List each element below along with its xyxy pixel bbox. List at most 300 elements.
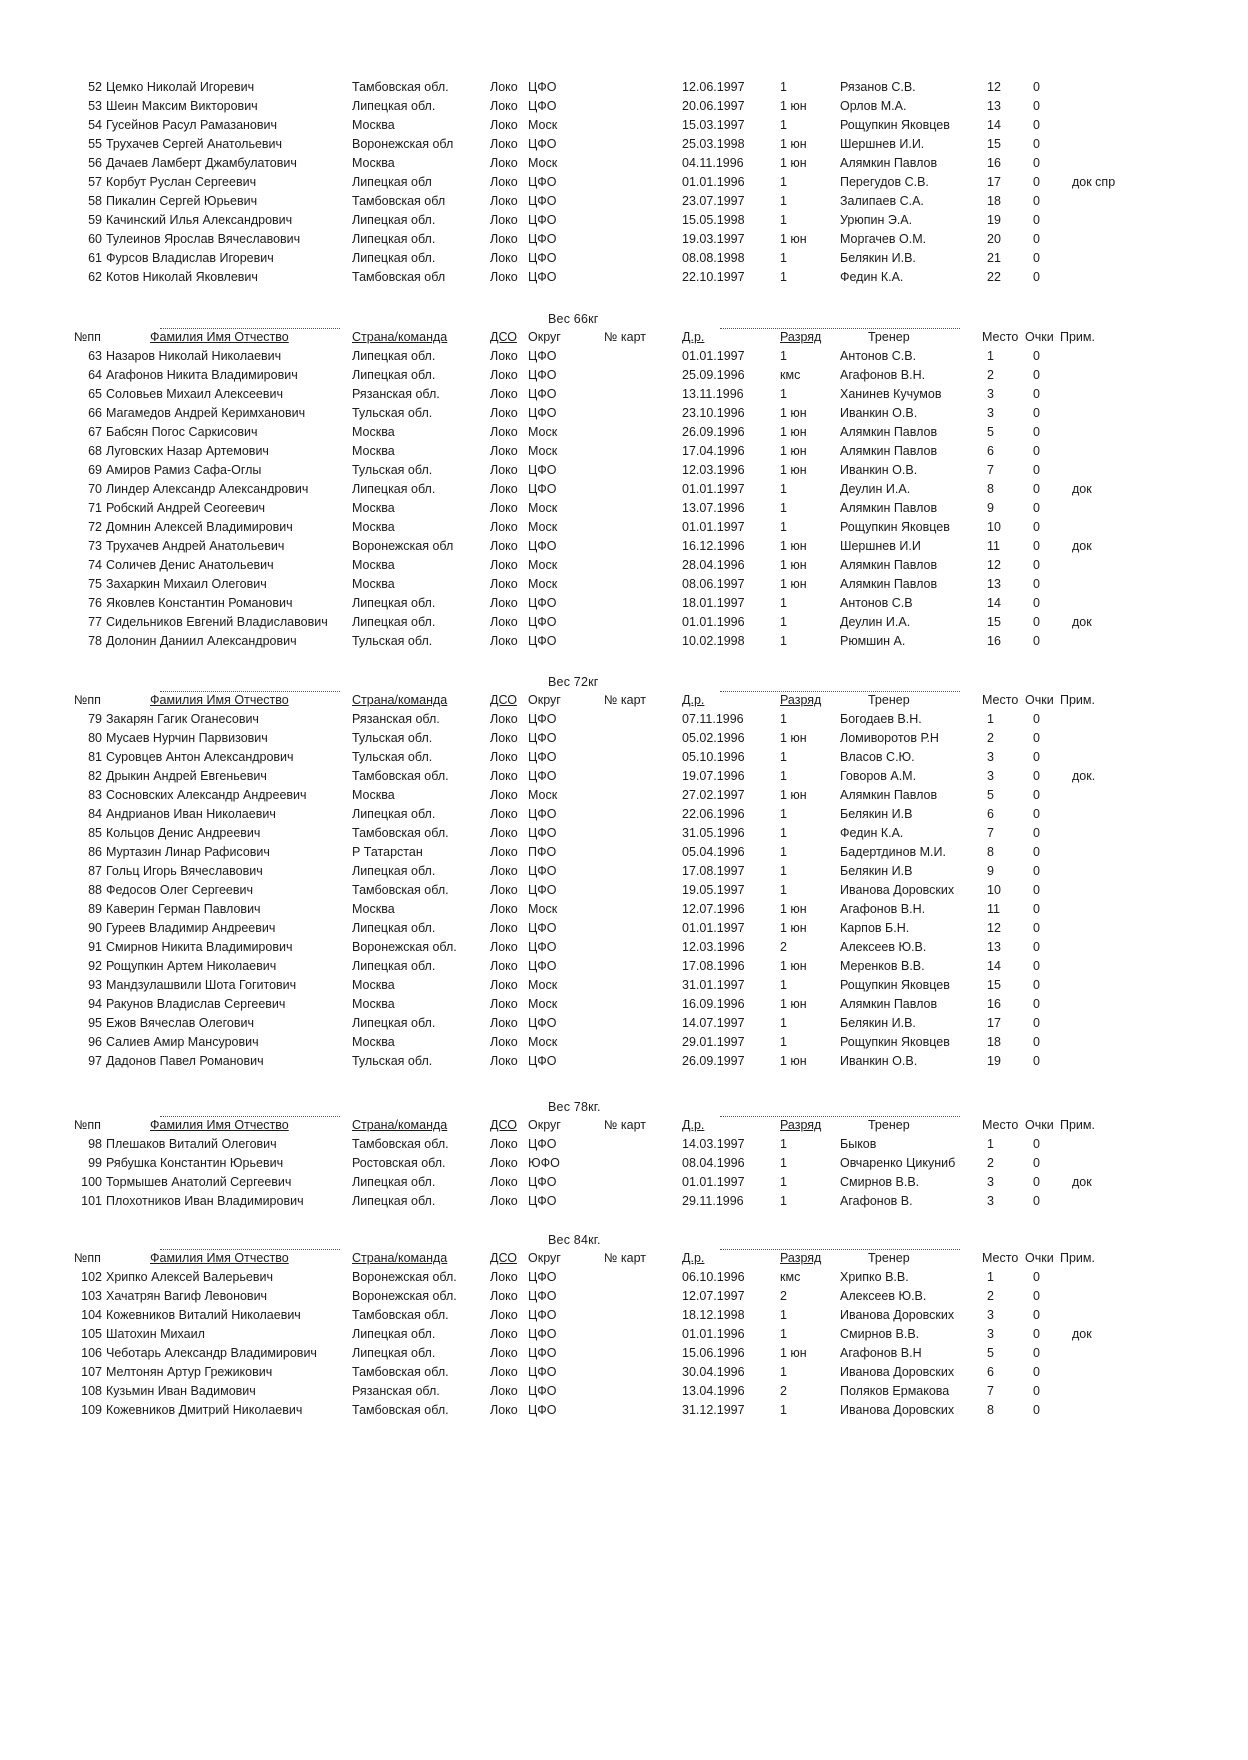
column-header-row bbox=[0, 1251, 1248, 1267]
table-row bbox=[0, 731, 1248, 750]
note-cell: док. bbox=[1072, 769, 1096, 783]
okrug-cell: ЦФО bbox=[528, 80, 557, 94]
athlete-name-cell: Плохотников Иван Владимирович bbox=[106, 1194, 304, 1208]
birth-date-cell: 01.01.1997 bbox=[682, 482, 745, 496]
rank-cell: 1 bbox=[780, 118, 787, 132]
table-row bbox=[0, 807, 1248, 826]
header-athlete-name: Фамилия Имя Отчество bbox=[150, 693, 289, 707]
dso-cell: Локо bbox=[490, 349, 518, 363]
dso-cell: Локо bbox=[490, 864, 518, 878]
coach-cell: Бадертдинов М.И. bbox=[840, 845, 946, 859]
header-place: Место bbox=[982, 1251, 1019, 1265]
athlete-name-cell: Корбут Руслан Сергеевич bbox=[106, 175, 257, 189]
table-row bbox=[0, 902, 1248, 921]
header-team: Страна/команда bbox=[352, 330, 448, 344]
header-okrug: Округ bbox=[528, 1118, 561, 1132]
athlete-number-cell: 64 bbox=[88, 368, 102, 382]
place-cell: 22 bbox=[987, 270, 1001, 284]
team-cell: Тульская обл. bbox=[352, 750, 433, 764]
dso-cell: Локо bbox=[490, 444, 518, 458]
header-athlete-name: Фамилия Имя Отчество bbox=[150, 330, 289, 344]
rank-cell: 1 bbox=[780, 213, 787, 227]
athlete-name-cell: Кожевников Дмитрий Николаевич bbox=[106, 1403, 303, 1417]
team-cell: Рязанская обл. bbox=[352, 387, 440, 401]
coach-cell: Белякин И.В bbox=[840, 807, 913, 821]
rank-cell: 1 юн bbox=[780, 1346, 807, 1360]
points-cell: 0 bbox=[1033, 175, 1040, 189]
coach-cell: Рощупкин Яковцев bbox=[840, 520, 950, 534]
okrug-cell: Моск bbox=[528, 997, 558, 1011]
team-cell: Тамбовская обл. bbox=[352, 769, 449, 783]
place-cell: 14 bbox=[987, 959, 1001, 973]
header-points: Очки bbox=[1025, 693, 1054, 707]
rank-cell: 1 юн bbox=[780, 463, 807, 477]
dso-cell: Локо bbox=[490, 1137, 518, 1151]
athlete-number-cell: 61 bbox=[88, 251, 102, 265]
birth-date-cell: 13.04.1996 bbox=[682, 1384, 745, 1398]
coach-cell: Говоров А.М. bbox=[840, 769, 917, 783]
team-cell: Москва bbox=[352, 520, 395, 534]
team-cell: Липецкая обл. bbox=[352, 1327, 436, 1341]
points-cell: 0 bbox=[1033, 463, 1040, 477]
dso-cell: Локо bbox=[490, 1365, 518, 1379]
okrug-cell: ЦФО bbox=[528, 213, 557, 227]
separator-line bbox=[160, 1249, 340, 1250]
header-athlete-number: №пп bbox=[74, 330, 101, 344]
place-cell: 1 bbox=[987, 1270, 994, 1284]
points-cell: 0 bbox=[1033, 997, 1040, 1011]
okrug-cell: ЦФО bbox=[528, 596, 557, 610]
table-row bbox=[0, 1156, 1248, 1175]
place-cell: 17 bbox=[987, 1016, 1001, 1030]
team-cell: Липецкая обл. bbox=[352, 368, 436, 382]
column-header-row bbox=[0, 693, 1248, 709]
athlete-name-cell: Гусейнов Расул Рамазанович bbox=[106, 118, 278, 132]
place-cell: 10 bbox=[987, 520, 1001, 534]
birth-date-cell: 01.01.1997 bbox=[682, 1175, 745, 1189]
okrug-cell: Моск bbox=[528, 788, 558, 802]
okrug-cell: ЦФО bbox=[528, 175, 557, 189]
coach-cell: Алямкин Павлов bbox=[840, 558, 938, 572]
athlete-number-cell: 53 bbox=[88, 99, 102, 113]
team-cell: Тамбовская обл. bbox=[352, 1308, 449, 1322]
okrug-cell: ЦФО bbox=[528, 1327, 557, 1341]
header-coach: Тренер bbox=[868, 1251, 910, 1265]
athlete-name-cell: Дачаев Ламберт Джамбулатович bbox=[106, 156, 297, 170]
okrug-cell: ЦФО bbox=[528, 1289, 557, 1303]
athlete-number-cell: 74 bbox=[88, 558, 102, 572]
birth-date-cell: 17.08.1997 bbox=[682, 864, 745, 878]
table-row bbox=[0, 213, 1248, 232]
rank-cell: 1 bbox=[780, 1137, 787, 1151]
points-cell: 0 bbox=[1033, 1054, 1040, 1068]
birth-date-cell: 12.07.1996 bbox=[682, 902, 745, 916]
team-cell: Липецкая обл. bbox=[352, 959, 436, 973]
athlete-number-cell: 89 bbox=[88, 902, 102, 916]
header-rank: Разряд bbox=[780, 1118, 822, 1132]
table-row bbox=[0, 1403, 1248, 1422]
coach-cell: Алямкин Павлов bbox=[840, 501, 938, 515]
athlete-number-cell: 88 bbox=[88, 883, 102, 897]
coach-cell: Белякин И.В bbox=[840, 864, 913, 878]
rank-cell: 1 bbox=[780, 501, 787, 515]
rank-cell: 2 bbox=[780, 940, 787, 954]
dso-cell: Локо bbox=[490, 596, 518, 610]
birth-date-cell: 13.11.1996 bbox=[682, 387, 744, 401]
athlete-number-cell: 101 bbox=[81, 1194, 102, 1208]
dso-cell: Локо bbox=[490, 520, 518, 534]
table-row bbox=[0, 368, 1248, 387]
coach-cell: Рощупкин Яковцев bbox=[840, 978, 950, 992]
place-cell: 15 bbox=[987, 137, 1001, 151]
okrug-cell: ЦФО bbox=[528, 270, 557, 284]
separator-line bbox=[720, 328, 960, 329]
athlete-name-cell: Ракунов Владислав Сергеевич bbox=[106, 997, 286, 1011]
athlete-name-cell: Дрыкин Андрей Евгеньевич bbox=[106, 769, 267, 783]
team-cell: Р Татарстан bbox=[352, 845, 423, 859]
dso-cell: Локо bbox=[490, 156, 518, 170]
points-cell: 0 bbox=[1033, 1156, 1040, 1170]
athlete-name-cell: Мусаев Нурчин Парвизович bbox=[106, 731, 268, 745]
birth-date-cell: 07.11.1996 bbox=[682, 712, 744, 726]
dso-cell: Локо bbox=[490, 1384, 518, 1398]
points-cell: 0 bbox=[1033, 270, 1040, 284]
athlete-name-cell: Робский Андрей Сеогеевич bbox=[106, 501, 266, 515]
athlete-name-cell: Яковлев Константин Романович bbox=[106, 596, 293, 610]
okrug-cell: Моск bbox=[528, 156, 558, 170]
points-cell: 0 bbox=[1033, 482, 1040, 496]
birth-date-cell: 19.07.1996 bbox=[682, 769, 745, 783]
header-athlete-name: Фамилия Имя Отчество bbox=[150, 1118, 289, 1132]
athlete-number-cell: 65 bbox=[88, 387, 102, 401]
team-cell: Москва bbox=[352, 501, 395, 515]
okrug-cell: ЦФО bbox=[528, 349, 557, 363]
points-cell: 0 bbox=[1033, 788, 1040, 802]
athlete-number-cell: 98 bbox=[88, 1137, 102, 1151]
okrug-cell: Моск bbox=[528, 1035, 558, 1049]
points-cell: 0 bbox=[1033, 194, 1040, 208]
coach-cell: Алямкин Павлов bbox=[840, 997, 938, 1011]
header-athlete-name: Фамилия Имя Отчество bbox=[150, 1251, 289, 1265]
header-points: Очки bbox=[1025, 330, 1054, 344]
athlete-name-cell: Долонин Даниил Александрович bbox=[106, 634, 297, 648]
place-cell: 14 bbox=[987, 596, 1001, 610]
athlete-name-cell: Шатохин Михаил bbox=[106, 1327, 205, 1341]
birth-date-cell: 01.01.1997 bbox=[682, 520, 745, 534]
place-cell: 8 bbox=[987, 482, 994, 496]
team-cell: Москва bbox=[352, 577, 395, 591]
dso-cell: Локо bbox=[490, 1035, 518, 1049]
points-cell: 0 bbox=[1033, 978, 1040, 992]
dso-cell: Локо bbox=[490, 845, 518, 859]
points-cell: 0 bbox=[1033, 349, 1040, 363]
team-cell: Липецкая обл. bbox=[352, 213, 436, 227]
coach-cell: Иванкин О.В. bbox=[840, 463, 918, 477]
rank-cell: 1 юн bbox=[780, 539, 807, 553]
dso-cell: Локо bbox=[490, 577, 518, 591]
athlete-number-cell: 83 bbox=[88, 788, 102, 802]
rank-cell: 1 bbox=[780, 883, 787, 897]
athlete-name-cell: Кузьмин Иван Вадимович bbox=[106, 1384, 256, 1398]
header-team: Страна/команда bbox=[352, 693, 448, 707]
rank-cell: 1 юн bbox=[780, 959, 807, 973]
athlete-number-cell: 82 bbox=[88, 769, 102, 783]
rank-cell: кмс bbox=[780, 368, 801, 382]
athlete-number-cell: 72 bbox=[88, 520, 102, 534]
table-row bbox=[0, 194, 1248, 213]
athlete-number-cell: 69 bbox=[88, 463, 102, 477]
coach-cell: Алямкин Павлов bbox=[840, 577, 938, 591]
coach-cell: Иванова Доровских bbox=[840, 1308, 955, 1322]
place-cell: 11 bbox=[987, 539, 1000, 553]
header-dso: ДСО bbox=[490, 1118, 517, 1132]
points-cell: 0 bbox=[1033, 520, 1040, 534]
athlete-name-cell: Луговских Назар Артемович bbox=[106, 444, 269, 458]
okrug-cell: ЦФО bbox=[528, 826, 557, 840]
birth-date-cell: 26.09.1997 bbox=[682, 1054, 745, 1068]
okrug-cell: ЦФО bbox=[528, 1308, 557, 1322]
dso-cell: Локо bbox=[490, 463, 518, 477]
birth-date-cell: 12.03.1996 bbox=[682, 940, 745, 954]
team-cell: Липецкая обл. bbox=[352, 807, 436, 821]
athlete-name-cell: Каверин Герман Павлович bbox=[106, 902, 261, 916]
table-row bbox=[0, 118, 1248, 137]
athlete-name-cell: Соличев Денис Анатольевич bbox=[106, 558, 274, 572]
points-cell: 0 bbox=[1033, 1194, 1040, 1208]
coach-cell: Деулин И.А. bbox=[840, 482, 911, 496]
birth-date-cell: 25.03.1998 bbox=[682, 137, 745, 151]
birth-date-cell: 27.02.1997 bbox=[682, 788, 745, 802]
dso-cell: Локо bbox=[490, 1289, 518, 1303]
header-birth-date: Д.р. bbox=[682, 693, 705, 707]
athlete-name-cell: Чеботарь Александр Владимирович bbox=[106, 1346, 317, 1360]
coach-cell: Перегудов С.В. bbox=[840, 175, 929, 189]
table-row bbox=[0, 1384, 1248, 1403]
athlete-name-cell: Гольц Игорь Вячеславович bbox=[106, 864, 263, 878]
coach-cell: Алямкин Павлов bbox=[840, 444, 938, 458]
dso-cell: Локо bbox=[490, 1194, 518, 1208]
team-cell: Липецкая обл. bbox=[352, 349, 436, 363]
table-row bbox=[0, 251, 1248, 270]
column-header-row bbox=[0, 1118, 1248, 1134]
birth-date-cell: 01.01.1996 bbox=[682, 615, 745, 629]
points-cell: 0 bbox=[1033, 99, 1040, 113]
place-cell: 8 bbox=[987, 1403, 994, 1417]
place-cell: 7 bbox=[987, 1384, 994, 1398]
birth-date-cell: 31.12.1997 bbox=[682, 1403, 745, 1417]
points-cell: 0 bbox=[1033, 596, 1040, 610]
athlete-name-cell: Трухачев Андрей Анатольевич bbox=[106, 539, 285, 553]
points-cell: 0 bbox=[1033, 368, 1040, 382]
table-row bbox=[0, 883, 1248, 902]
rank-cell: кмс bbox=[780, 1270, 801, 1284]
athlete-name-cell: Амиров Рамиз Сафа-Оглы bbox=[106, 463, 262, 477]
table-row bbox=[0, 1270, 1248, 1289]
dso-cell: Локо bbox=[490, 80, 518, 94]
place-cell: 12 bbox=[987, 558, 1001, 572]
separator-line bbox=[160, 691, 340, 692]
athlete-number-cell: 103 bbox=[81, 1289, 102, 1303]
dso-cell: Локо bbox=[490, 921, 518, 935]
place-cell: 13 bbox=[987, 577, 1001, 591]
athlete-number-cell: 68 bbox=[88, 444, 102, 458]
place-cell: 16 bbox=[987, 634, 1001, 648]
points-cell: 0 bbox=[1033, 1327, 1040, 1341]
place-cell: 13 bbox=[987, 940, 1001, 954]
table-row bbox=[0, 577, 1248, 596]
place-cell: 1 bbox=[987, 349, 994, 363]
header-okrug: Округ bbox=[528, 330, 561, 344]
table-row bbox=[0, 463, 1248, 482]
team-cell: Липецкая обл bbox=[352, 175, 432, 189]
team-cell: Москва bbox=[352, 978, 395, 992]
points-cell: 0 bbox=[1033, 959, 1040, 973]
note-cell: док bbox=[1072, 1327, 1092, 1341]
birth-date-cell: 17.04.1996 bbox=[682, 444, 745, 458]
place-cell: 15 bbox=[987, 978, 1001, 992]
team-cell: Тульская обл. bbox=[352, 1054, 433, 1068]
okrug-cell: ЦФО bbox=[528, 1016, 557, 1030]
dso-cell: Локо bbox=[490, 368, 518, 382]
points-cell: 0 bbox=[1033, 731, 1040, 745]
table-row bbox=[0, 406, 1248, 425]
rank-cell: 1 юн bbox=[780, 232, 807, 246]
place-cell: 18 bbox=[987, 1035, 1001, 1049]
athlete-number-cell: 108 bbox=[81, 1384, 102, 1398]
header-athlete-number: №пп bbox=[74, 1251, 101, 1265]
header-rank: Разряд bbox=[780, 330, 822, 344]
athlete-number-cell: 94 bbox=[88, 997, 102, 1011]
athlete-name-cell: Рябушка Константин Юрьевич bbox=[106, 1156, 284, 1170]
okrug-cell: ЦФО bbox=[528, 750, 557, 764]
table-row bbox=[0, 1137, 1248, 1156]
table-row bbox=[0, 1054, 1248, 1073]
dso-cell: Локо bbox=[490, 175, 518, 189]
birth-date-cell: 18.01.1997 bbox=[682, 596, 745, 610]
header-note: Прим. bbox=[1060, 1251, 1095, 1265]
rank-cell: 1 юн bbox=[780, 558, 807, 572]
table-row bbox=[0, 175, 1248, 194]
points-cell: 0 bbox=[1033, 750, 1040, 764]
header-coach: Тренер bbox=[868, 693, 910, 707]
place-cell: 6 bbox=[987, 807, 994, 821]
rank-cell: 1 bbox=[780, 1194, 787, 1208]
rank-cell: 1 bbox=[780, 1365, 787, 1379]
team-cell: Липецкая обл. bbox=[352, 232, 436, 246]
coach-cell: Иванкин О.В. bbox=[840, 406, 918, 420]
coach-cell: Рощупкин Яковцев bbox=[840, 118, 950, 132]
okrug-cell: Моск bbox=[528, 902, 558, 916]
table-row bbox=[0, 1308, 1248, 1327]
dso-cell: Локо bbox=[490, 387, 518, 401]
place-cell: 18 bbox=[987, 194, 1001, 208]
birth-date-cell: 12.06.1997 bbox=[682, 80, 745, 94]
coach-cell: Алексеев Ю.В. bbox=[840, 940, 927, 954]
birth-date-cell: 05.04.1996 bbox=[682, 845, 745, 859]
separator-line bbox=[720, 1249, 960, 1250]
points-cell: 0 bbox=[1033, 1175, 1040, 1189]
athlete-number-cell: 92 bbox=[88, 959, 102, 973]
athlete-number-cell: 99 bbox=[88, 1156, 102, 1170]
team-cell: Рязанская обл. bbox=[352, 712, 440, 726]
team-cell: Тамбовская обл bbox=[352, 270, 446, 284]
note-cell: док bbox=[1072, 1175, 1092, 1189]
athlete-number-cell: 71 bbox=[88, 501, 102, 515]
points-cell: 0 bbox=[1033, 577, 1040, 591]
athlete-name-cell: Магамедов Андрей Керимханович bbox=[106, 406, 306, 420]
athlete-name-cell: Трухачев Сергей Анатольевич bbox=[106, 137, 283, 151]
table-row bbox=[0, 80, 1248, 99]
place-cell: 3 bbox=[987, 769, 994, 783]
athlete-number-cell: 79 bbox=[88, 712, 102, 726]
team-cell: Воронежская обл. bbox=[352, 1270, 457, 1284]
dso-cell: Локо bbox=[490, 978, 518, 992]
rank-cell: 1 bbox=[780, 80, 787, 94]
birth-date-cell: 05.10.1996 bbox=[682, 750, 745, 764]
place-cell: 7 bbox=[987, 826, 994, 840]
okrug-cell: ЦФО bbox=[528, 137, 557, 151]
team-cell: Тамбовская обл bbox=[352, 194, 446, 208]
coach-cell: Иванова Доровских bbox=[840, 1403, 955, 1417]
place-cell: 2 bbox=[987, 1289, 994, 1303]
coach-cell: Агафонов В.Н bbox=[840, 1346, 922, 1360]
rank-cell: 1 bbox=[780, 1016, 787, 1030]
dso-cell: Локо bbox=[490, 940, 518, 954]
table-row bbox=[0, 978, 1248, 997]
table-row bbox=[0, 826, 1248, 845]
birth-date-cell: 19.05.1997 bbox=[682, 883, 745, 897]
athlete-number-cell: 81 bbox=[88, 750, 102, 764]
birth-date-cell: 10.02.1998 bbox=[682, 634, 745, 648]
coach-cell: Быков bbox=[840, 1137, 877, 1151]
place-cell: 16 bbox=[987, 997, 1001, 1011]
place-cell: 10 bbox=[987, 883, 1001, 897]
team-cell: Москва bbox=[352, 1035, 395, 1049]
athlete-name-cell: Плешаков Виталий Олегович bbox=[106, 1137, 277, 1151]
rank-cell: 1 юн bbox=[780, 1054, 807, 1068]
team-cell: Липецкая обл. bbox=[352, 251, 436, 265]
points-cell: 0 bbox=[1033, 921, 1040, 935]
dso-cell: Локо bbox=[490, 997, 518, 1011]
rank-cell: 1 bbox=[780, 750, 787, 764]
rank-cell: 1 bbox=[780, 826, 787, 840]
points-cell: 0 bbox=[1033, 80, 1040, 94]
weight-class-title: Вес 72кг bbox=[548, 675, 599, 689]
team-cell: Тульская обл. bbox=[352, 731, 433, 745]
okrug-cell: ЦФО bbox=[528, 712, 557, 726]
team-cell: Тульская обл. bbox=[352, 463, 433, 477]
note-cell: док bbox=[1072, 539, 1092, 553]
rank-cell: 2 bbox=[780, 1289, 787, 1303]
okrug-cell: ЦФО bbox=[528, 940, 557, 954]
okrug-cell: ЦФО bbox=[528, 731, 557, 745]
points-cell: 0 bbox=[1033, 826, 1040, 840]
team-cell: Тамбовская обл. bbox=[352, 1365, 449, 1379]
birth-date-cell: 31.01.1997 bbox=[682, 978, 745, 992]
table-row bbox=[0, 788, 1248, 807]
birth-date-cell: 01.01.1997 bbox=[682, 349, 745, 363]
okrug-cell: ЦФО bbox=[528, 194, 557, 208]
place-cell: 16 bbox=[987, 156, 1001, 170]
okrug-cell: ЦФО bbox=[528, 368, 557, 382]
athlete-number-cell: 87 bbox=[88, 864, 102, 878]
points-cell: 0 bbox=[1033, 501, 1040, 515]
birth-date-cell: 14.03.1997 bbox=[682, 1137, 745, 1151]
place-cell: 9 bbox=[987, 864, 994, 878]
place-cell: 2 bbox=[987, 368, 994, 382]
birth-date-cell: 18.12.1998 bbox=[682, 1308, 745, 1322]
team-cell: Липецкая обл. bbox=[352, 864, 436, 878]
